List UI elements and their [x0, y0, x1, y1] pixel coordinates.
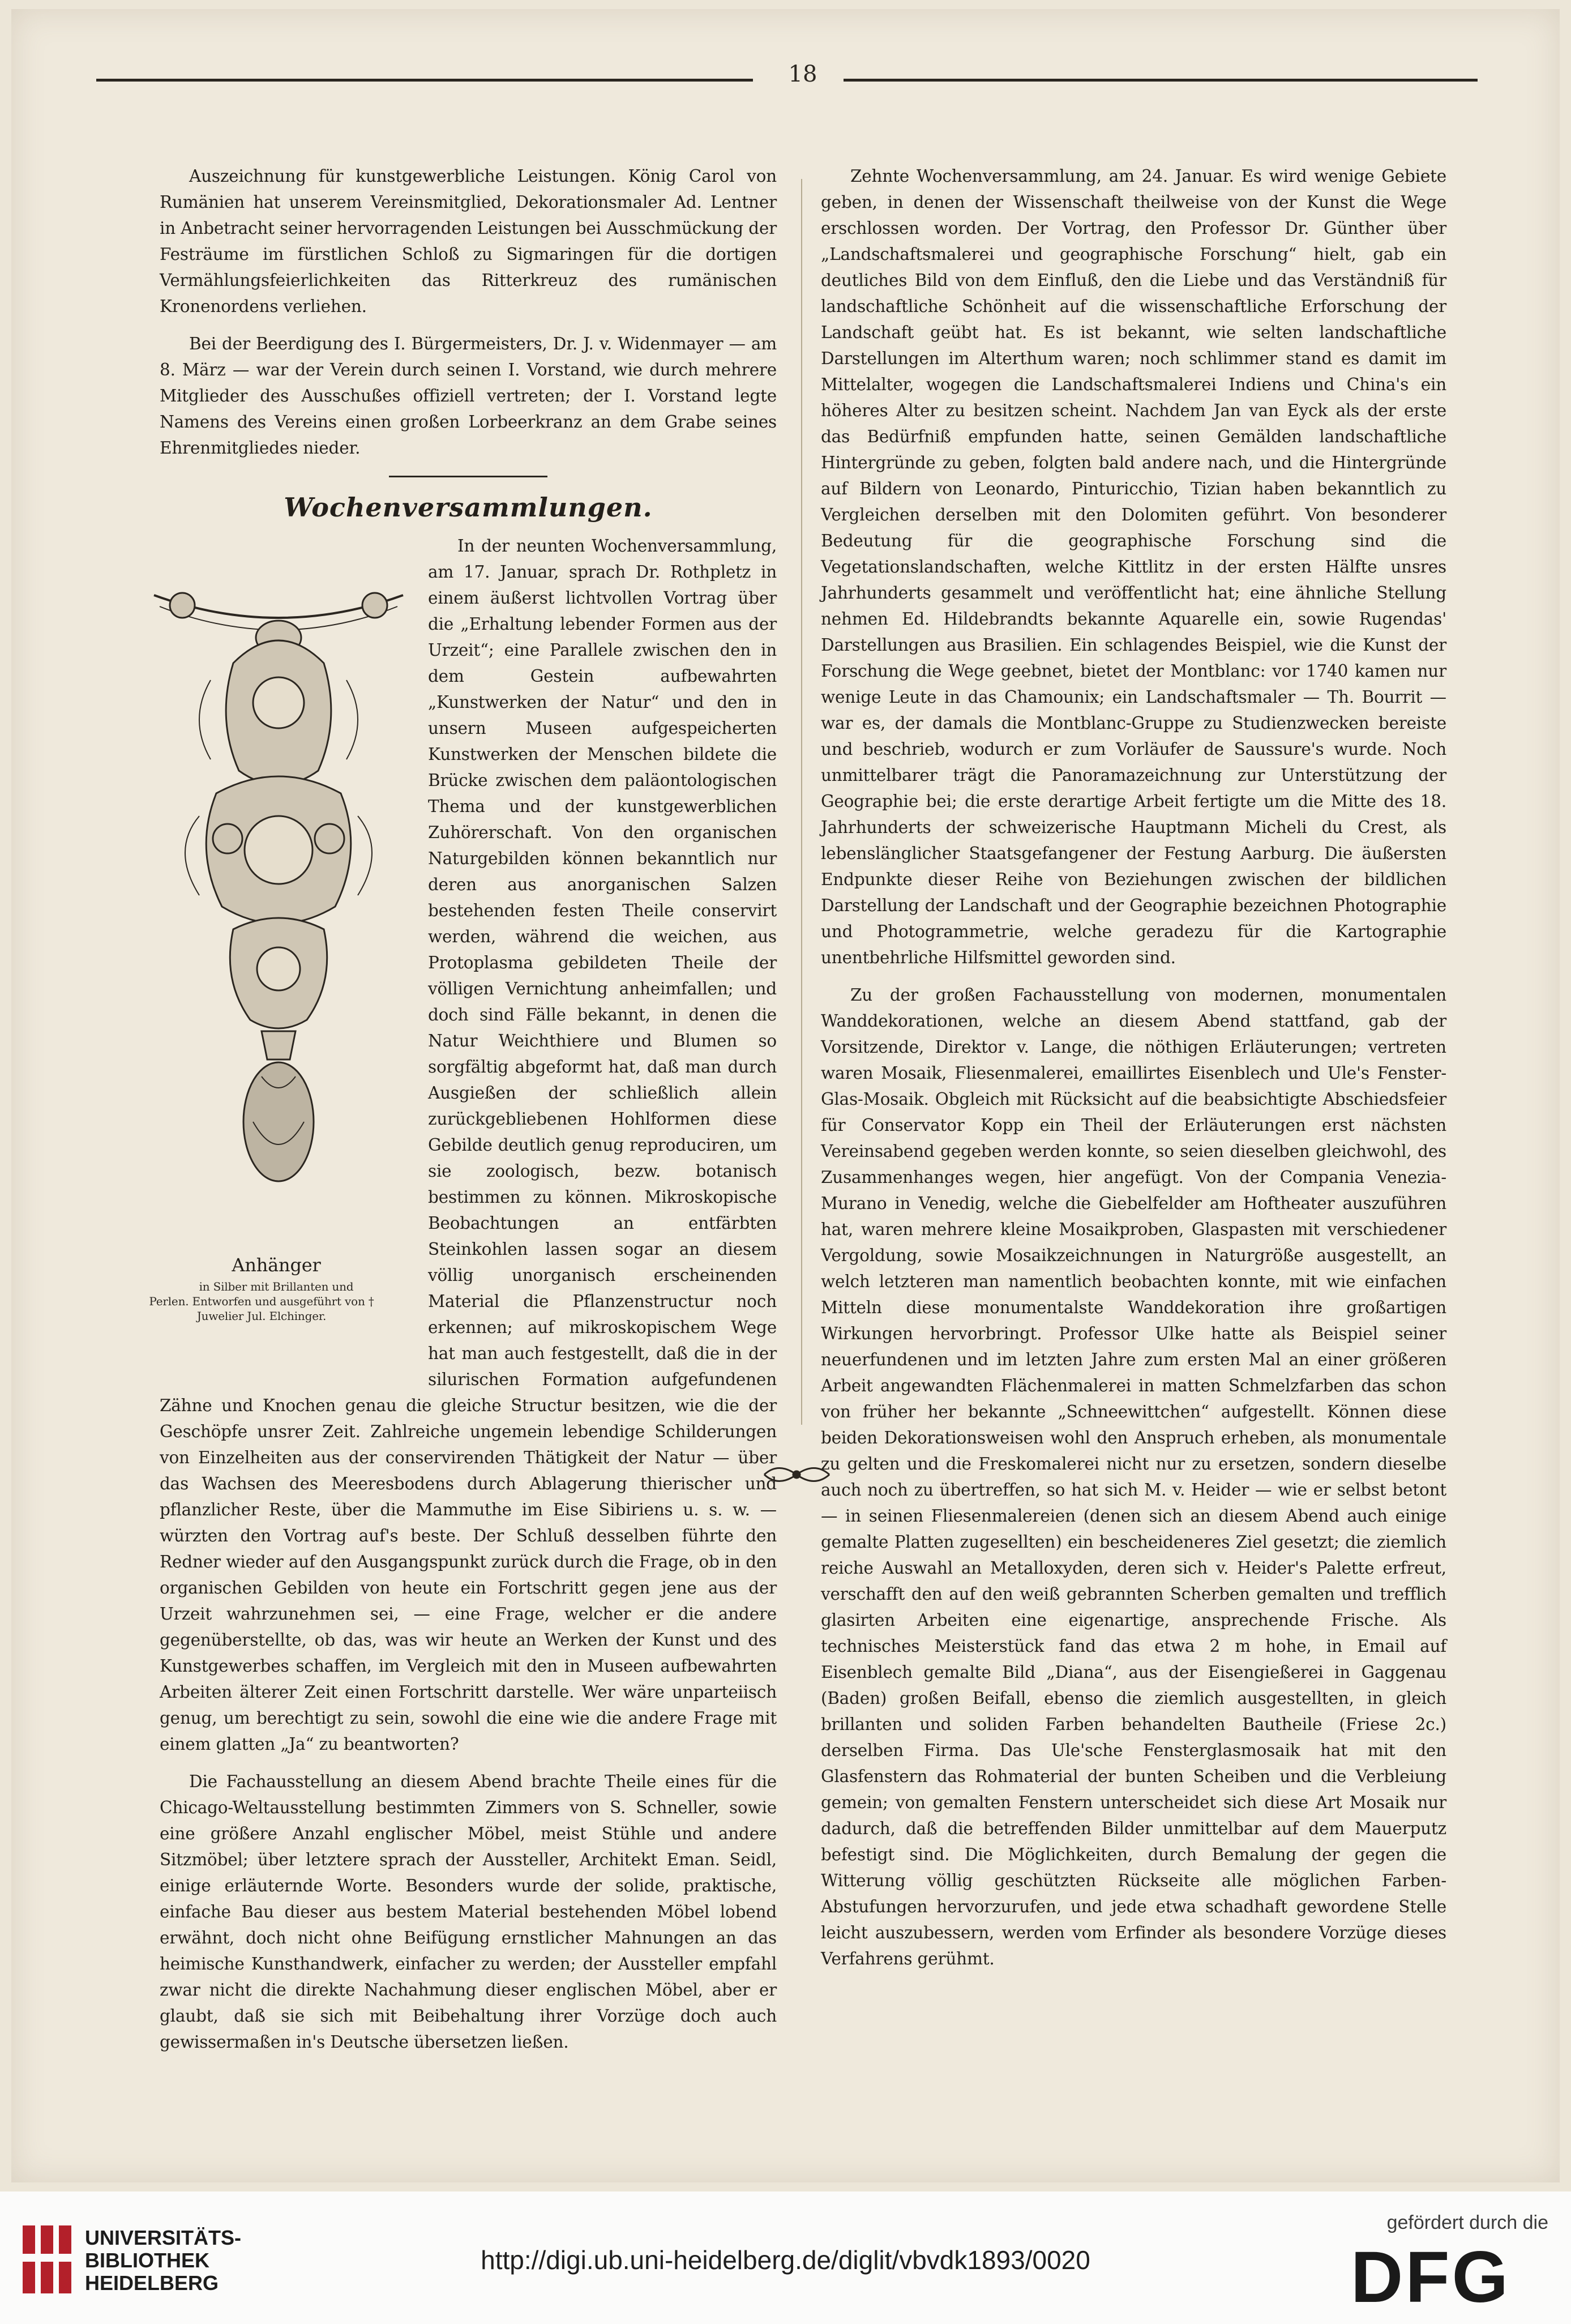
- pendant-illustration: [148, 533, 409, 1246]
- award-paragraph: Auszeichnung für kunstgewerbliche Leistungen. König Carol von Rumänien hat unserem Vereinsmitglied, Dekorationsmaler Ad. Lentner in Anbetracht seiner hervorragenden Leistungen bei Ausschmückung der Festräume im fürstlichen Schloß zu Sigmaringen für die dortigen Vermählungsfeierlichkeiten das Ritterkreuz des rumänischen Kronenordens verliehen.: [160, 166, 777, 316]
- header-rule-left: [96, 79, 753, 82]
- permalink-url[interactable]: http://digi.ub.uni-heidelberg.de/diglit/vbvdk1893/0020: [481, 2245, 1090, 2275]
- digitization-footer: [0, 2197, 1571, 2324]
- funded-by-label: gefördert durch die: [1386, 2212, 1548, 2233]
- ninth-meeting-text: In der neunten Wochenversammlung, am 17. Januar, sprach Dr. Rothpletz in einem äußerst lichtvollen Vortrag über die „Erhaltung lebender Formen aus der Urzeit“; eine Parallele zwischen den in dem Gestein aufbewahrten „Kunstwerken der Natur“ und den in unsern Museen aufgespeicherten Kunstwerken der Menschen bildete die Brücke zwischen dem paläontologischen Thema und der kunstgewerblichen Zuhörerschaft. Von den organischen Naturgebilden können bekanntlich nur deren aus anorganischen Salzen bestehenden festen Theile conservirt werden, während die weichen, aus Protoplasma gebildeten Theile der völligen Vernichtung anheimfallen; und doch sind Fälle bekannt, in denen die Natur Weichthiere und Blumen so sorgfältig abgeformt hat, daß man durch Ausgießen der schließlich allein zurückgebliebenen Hohlformen diese Gebilde deutlich genug reproduciren, um sie zoologisch, bezw. botanisch bestimmen zu können. Mikroskopische Beobachtungen an entfärbten Steinkohlen lassen sogar an diesem völlig unorganisch erscheinenden Material die Pflanzenstructur noch erkennen; auf mikroskopischem Wege hat man auch festgestellt, daß die in der silurischen Formation aufgefundenen Zähne und Knochen genau die gleiche Structur besitzen, wie die der Geschöpfe unsrer Zeit. Zahlreiche ungemein lebendige Schilderungen von Einzelheiten aus der conservirenden Thätigkeit der Natur — über das Wachsen des Meeresbodens durch Ablagerung thierischer und pflanzlicher Reste, über die Mammuthe im Eise Sibiriens u. s. w. — würzten den Vortrag auf's beste. Der Schluß desselben führte den Redner wieder auf den Ausgangspunkt zurück durch die Frage, ob in den organischen Gebilden von heute ein Fortschritt gegen jene aus der Urzeit wahrzunehmen sei, — eine Frage, welcher er die andere gegenüberstellte, ob das, was wir heute an Werken der Kunst und des Kunstgewerbes schaffen, im Vergleich mit den in Museen aufbewahrten Arbeiten älterer Zeit einen Fortschritt darstelle. Wer wäre unparteiisch genug, um berechtigt zu sein, sowohl die eine wie die andere Frage mit einem glatten „Ja“ zu beantworten?: [160, 536, 777, 1754]
- short-rule: [389, 476, 547, 477]
- right-column: [821, 163, 1446, 1972]
- page-number: 18: [788, 61, 817, 87]
- left-column: [149, 163, 777, 2055]
- end-ornament: [761, 1459, 832, 1490]
- library-line-1: UNIVERSITÄTS-: [85, 2226, 242, 2249]
- column-divider: [801, 179, 802, 1425]
- pendant-figure: [148, 533, 409, 1365]
- newspaper-page: [11, 9, 1560, 2182]
- library-line-2: BIBLIOTHEK: [85, 2249, 209, 2272]
- header-rule-right: [844, 79, 1478, 82]
- funeral-paragraph: Bei der Beerdigung des I. Bürgermeisters, Dr. J. v. Widenmayer — am 8. März — war der Verein durch seinen I. Vorstand, wie durch mehrere Mitglieder des Ausschußes offiziell vertreten; der I. Vorstand legte Namens des Vereins einen großen Lorbeerkranz an dem Grabe seines Ehrenmitgliedes nieder.: [160, 334, 777, 458]
- figure-caption: in Silber mit Brillanten und Perlen. Entworfen und ausgeführt von † Juwelier Jul. Elchinger.: [149, 1280, 374, 1323]
- ninth-meeting-paragraph: [149, 533, 777, 1757]
- section-title: Wochenversammlungen.: [284, 492, 653, 523]
- dfg-logo-icon: [1312, 2242, 1549, 2310]
- exhibition-paragraph: Die Fachausstellung an diesem Abend brachte Theile eines für die Chicago-Weltausstellung bestimmten Zimmers von S. Schneller, sowie eine größere Anzahl englischer Möbel, meist Stühle und andere Sitzmöbel; über letztere sprach der Aussteller, Architekt Eman. Seidl, einige erläuternde Worte. Besonders wurde der solide, praktische, einfache Bau dieser aus bestem Material bestehenden Möbel lobend erwähnt, doch nicht ohne Beifügung ernstlicher Mahnungen an das heimische Kunsthandwerk, einfacher zu werden; der Aussteller empfahl zwar nicht die direkte Nachahmung dieser englischen Möbel, aber er glaubt, daß sie sich mit Beibehaltung ihrer Vorzüge doch auch gewissermaßen in's Deutsche übersetzen ließen.: [160, 1772, 777, 2052]
- wall-decoration-paragraph: Zu der großen Fachausstellung von modernen, monumentalen Wanddekorationen, welche an diesem Abend stattfand, gab der Vorsitzende, Direktor v. Lange, die nöthigen Erläuterungen; vertreten waren Mosaik, Fliesenmalerei, emaillirtes Eisenblech und Ule's Fenster-Glas-Mosaik. Obgleich mit Rücksicht auf die beabsichtigte Abschiedsfeier für Conservator Kopp ein Theil der Erläuterungen erst nächsten Vereinsabend gegeben werden konnte, so seien dieselben gleichwohl, des Zusammenhanges wegen, hier angefügt. Von der Compania Venezia-Murano in Venedig, welche die Giebelfelder am Hoftheater auszuführen hat, waren mehrere kleine Mosaikproben, Glaspasten mit verschiedener Vergoldung, sowie Mosaikzeichnungen in Naturgröße ausgestellt, an welch letzteren man namentlich beobachten konnte, mit wie einfachen Mitteln diese monumentalste Wanddekoration ihre großartigen Wirkungen hervorbringt. Professor Ulke hatte als Beispiel seiner neuerfundenen und im letzten Jahre zum ersten Mal an einer größeren Arbeit angewandten Flächenmalerei in matten Schmelzfarben das schon von früher her bekannte „Schneewittchen“ aufgestellt. Können diese beiden Dekorationsweisen wohl den Anspruch erheben, als monumentale zu gelten und die Freskomalerei nicht nur zu ersetzen, sondern dieselbe auch noch zu übertreffen, so hat sich M. v. Heider — wie er selbst betont — in seinen Fliesenmalereien (denen sich an diesem Abend auch einige gemalte Platten zugesellten) ein bescheideneres Ziel gesetzt; die ziemlich reiche Auswahl an Metalloxyden, deren sich v. Heider's Palette erfreut, verschafft den auf den weiß gebrannten Scherben gemalten und trefflich glasirten Arbeiten eine eigenartige, ansprechende Frische. Als technisches Meisterstück fand das etwa 2 m hohe, in Email auf Eisenblech gemalte Bild „Diana“, aus der Eisengießerei in Gaggenau (Baden) großen Beifall, ebenso die ziemlich ausgestellten, in gleich brillanten und soliden Farben behandelten Bautheile (Friese 2c.) derselben Firma. Das Ule'sche Fensterglasmosaik hat mit den Glasfenstern das Rohmaterial der bunten Scheiben und die Verbleiung gemein; von gemalten Fenstern unterscheidet sich diese Art Mosaik nur dadurch, daß die betreffenden Bilder unmittelbar auf dem Mauerputz befestigt sind. Die Möglichkeiten, durch Bemalung der gegen die Witterung völlig geschützten Rückseite alle möglichen Farben-Abstufungen hervorzurufen, und jede etwa schadhaft gewordene Stelle leicht auszubessern, werden vom Erfinder als besondere Vorzüge dieses Verfahrens gerühmt.: [821, 985, 1446, 1968]
- figure-title: Anhänger: [232, 1254, 321, 1276]
- dfg-logo-text: DFG: [1350, 2242, 1511, 2310]
- library-line-3: HEIDELBERG: [85, 2271, 219, 2295]
- tenth-meeting-paragraph: Zehnte Wochenversammlung, am 24. Januar. Es wird wenige Gebiete geben, in denen der Wissenschaft theilweise von der Kunst die Wege erschlossen worden. Der Vortrag, den Professor Dr. Günther über „Landschaftsmalerei und geographische Forschung“ hielt, gab ein deutliches Bild von dem Einfluß, den die Liebe und das Verständniß für landschaftliche Schönheit auf die wissenschaftliche Erforschung der Landschaft geübt hat. Es ist bekannt, wie selten landschaftliche Darstellungen im Alterthum waren; noch schlimmer stand es damit im Mittelalter, wogegen die Landschaftsmalerei Indiens und China's ein höheres Alter zu besitzen scheint. Nachdem Jan van Eyck als der erste das Bedürfniß empfunden hatte, seinen Gemälden landschaftliche Hintergründe zu geben, folgten bald andere nach, und die Hintergründe auf Bildern von Leonardo, Pinturicchio, Tizian haben bekanntlich zu Vergleichen derselben mit den Dolomiten geführt. Von besonderer Bedeutung für die geographische Forschung sind die Vegetationslandschaften, welche Kittlitz in der ersten Hälfte unsres Jahrhunderts gesammelt und veröffentlicht hat; eine ähnliche Stellung nehmen Ed. Hildebrandts bekannte Aquarelle ein, sowie Rugendas' Darstellungen aus Brasilien. Ein schlagendes Beispiel, wie die Kunst der Forschung die Wege geebnet, bietet der Montblanc: vor 1740 kamen nur wenige Leute in das Chamounix; ein Landschaftsmaler — Th. Bourrit — war es, der damals die Montblanc-Gruppe zu Studienzwecken bereiste und beschrieb, wodurch er zum Vorläufer de Saussure's wurde. Noch unmittelbarer trägt die Panoramazeichnung zur Unterstützung der Geographie bei; die erste derartige Arbeit fertigte um die Mitte des 18. Jahrhunderts der schweizerische Hauptmann Micheli du Crest, als lebenslänglicher Staatsgefangener der Festung Aarburg. Die äußersten Endpunkte dieser Reihe von Beziehungen zwischen der bildlichen Darstellung der Landschaft und der Geographie bezeichnen Photographie und Photogrammetrie, welche geradezu für die Kartographie unentbehrliche Hilfsmittel geworden sind.: [821, 166, 1446, 967]
